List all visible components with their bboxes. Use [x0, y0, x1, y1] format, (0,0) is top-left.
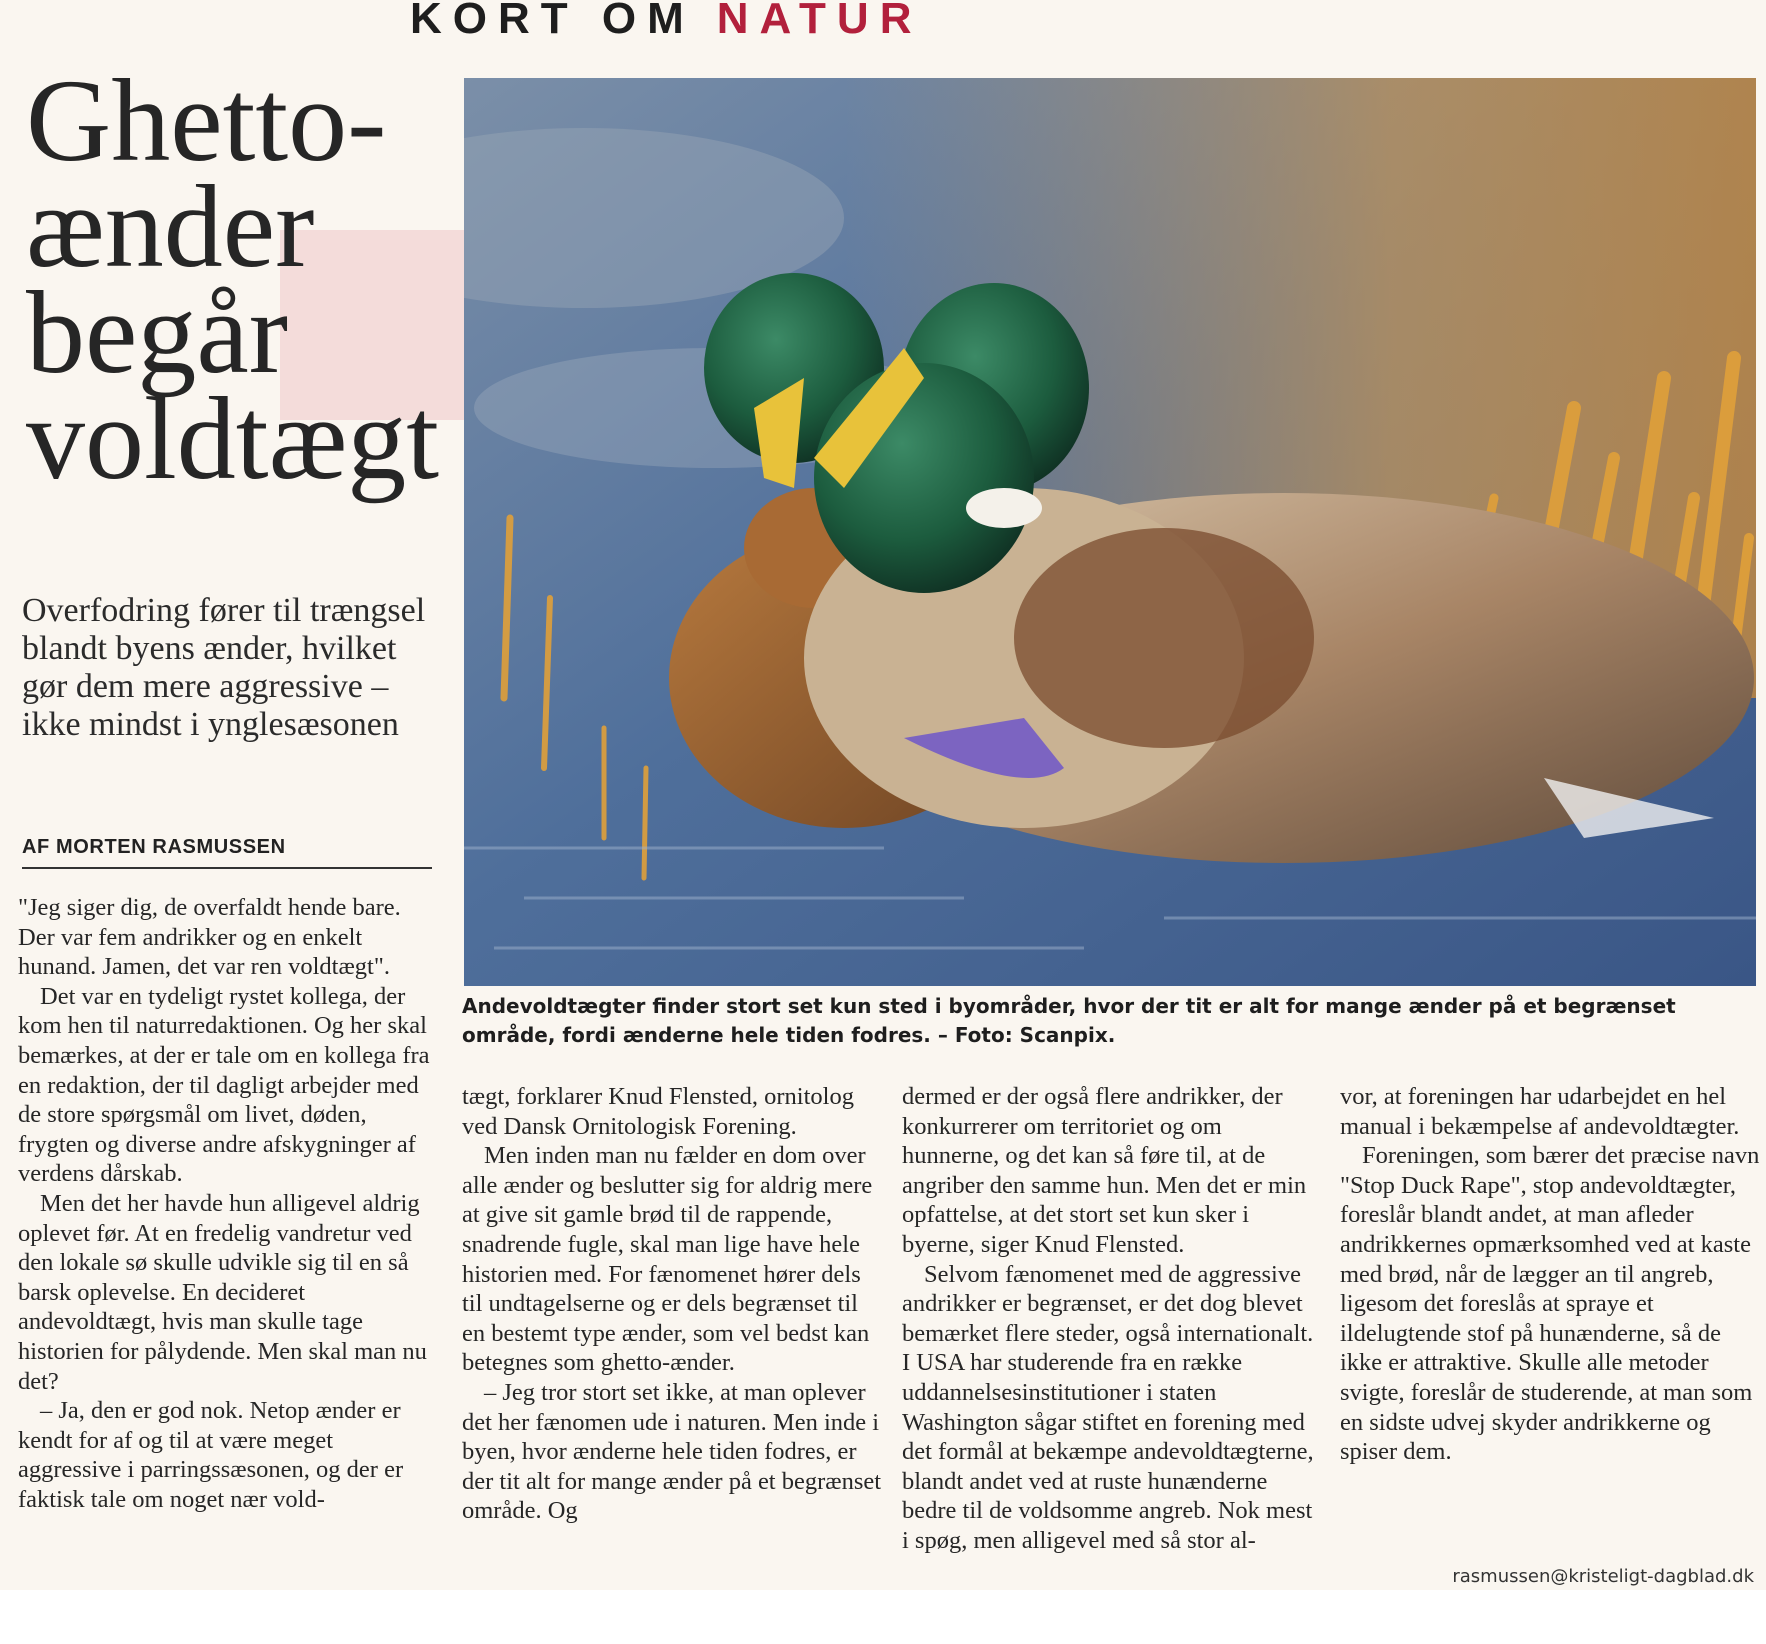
- paragraph: tægt, forklarer Knud Flensted, ornitolog ved Dansk Ornitologisk Forening.: [462, 1083, 854, 1140]
- duck-photo: [464, 78, 1756, 986]
- section-label: KORT OM: [410, 0, 695, 43]
- headline: [26, 55, 456, 504]
- paragraph: – Jeg tror stort set ikke, at man oplever det her fænomen ude i naturen. Men inde i byen, hvor ænderne hele tiden fodres, er der tit alt for mange ænder på et begrænset område. Og: [462, 1378, 882, 1525]
- paragraph: Men det her havde hun alligevel aldrig oplevet før. At en fredelig vandretur ved den lokale sø skulle udvikle sig til en så barsk oplevelse. En decideret andevoldtægt, hvis man skulle tage historien for pålydende. Men skal man nu det?: [18, 1189, 427, 1395]
- headline-line-2: ænder: [26, 161, 315, 292]
- paragraph: "Jeg siger dig, de overfaldt hende bare. Der var fem andrikker og en enkelt hunand. Jamen, det var ren voldtægt".: [18, 894, 401, 981]
- paragraph: Men inden man nu fælder en dom over alle ænder og beslutter sig for aldrig mere at give sit gamle brød til de rappende, snadrende fugle, skal man lige have hele historien med. For fænomenet hører dels til undtagelserne og er dels begrænset til en bestemt type ænder, som vel bedst kan betegnes som ghetto-ænder.: [462, 1142, 873, 1377]
- headline-line-3: begår: [26, 267, 289, 398]
- section-topic: NATUR: [716, 0, 923, 43]
- article-column-1: [18, 893, 438, 1514]
- paragraph: – Ja, den er god nok. Netop ænder er kendt for af og til at være meget aggressive i parringssæsonen, og der er faktisk tale om noget nær vold-: [18, 1397, 404, 1513]
- paragraph: Det var en tydeligt rystet kollega, der kom hen til naturredaktionen. Og her skal bemærkes, at der er tale om en kollega fra en redaktion, der til dagligt arbejder med de store spørgsmål om livet, døden, frygten og diverse andre afskygninger af verdens dårskab.: [18, 982, 430, 1188]
- article-column-2: [462, 1082, 882, 1526]
- mallard-ducks-illustration: [464, 78, 1756, 986]
- paragraph: vor, at foreningen har udarbejdet en hel manual i bekæmpelse af andevoldtægter.: [1340, 1083, 1740, 1140]
- paragraph: Foreningen, som bærer det præcise navn "Stop Duck Rape", stop andevoldtægter, foreslår blandt andet, at man afleder andrikkernes opmærksomhed ved at kaste med brød, når de lægger an til angreb, ligesom det foreslås at spraye et ildelugtende stof på hunænderne, så de ikke er attraktive. Skulle alle metoder svigte, foreslår de studerende, at man som en sidste udvej skyder andrikkerne og spiser dem.: [1340, 1142, 1760, 1466]
- photo-caption: Andevoldtægter finder stort set kun sted i byområder, hvor der tit er alt for mange ænder på et begrænset område, fordi ænderne hele tiden fodres. – Foto: Scanpix.: [462, 994, 1676, 1047]
- article-column-4: [1340, 1082, 1760, 1467]
- byline: AF MORTEN RASMUSSEN: [22, 836, 432, 869]
- deck-subheadline: Overfodring fører til trængsel blandt byens ænder, hvilket gør dem mere aggressive – ikke mindst i ynglesæsonen: [22, 592, 426, 743]
- section-header: [410, 0, 922, 44]
- paragraph: dermed er der også flere andrikker, der konkurrerer om territoriet og om hunnerne, og det kan så føre til, at de angriber den samme hun. Men det er min opfattelse, at det stort set kun sker i byerne, siger Knud Flensted.: [902, 1083, 1307, 1258]
- headline-line-1: Ghetto-: [26, 55, 387, 186]
- author-email: rasmussen@kristeligt-dagblad.dk: [1452, 1566, 1754, 1587]
- headline-line-4: voldtægt: [26, 373, 440, 504]
- paragraph: Selvom fænomenet med de aggressive andrikker er begrænset, er det dog blevet bemærket flere steder, også internationalt. I USA har studerende fra en række uddannelsesinstitutioner i staten Washington sågar stiftet en forening med det formål at bekæmpe andevoldtægterne, blandt andet ved at ruste hunænderne bedre til de voldsomme angreb. Nok mest i spøg, men alligevel med så stor al-: [902, 1260, 1314, 1554]
- article-column-3: [902, 1082, 1322, 1556]
